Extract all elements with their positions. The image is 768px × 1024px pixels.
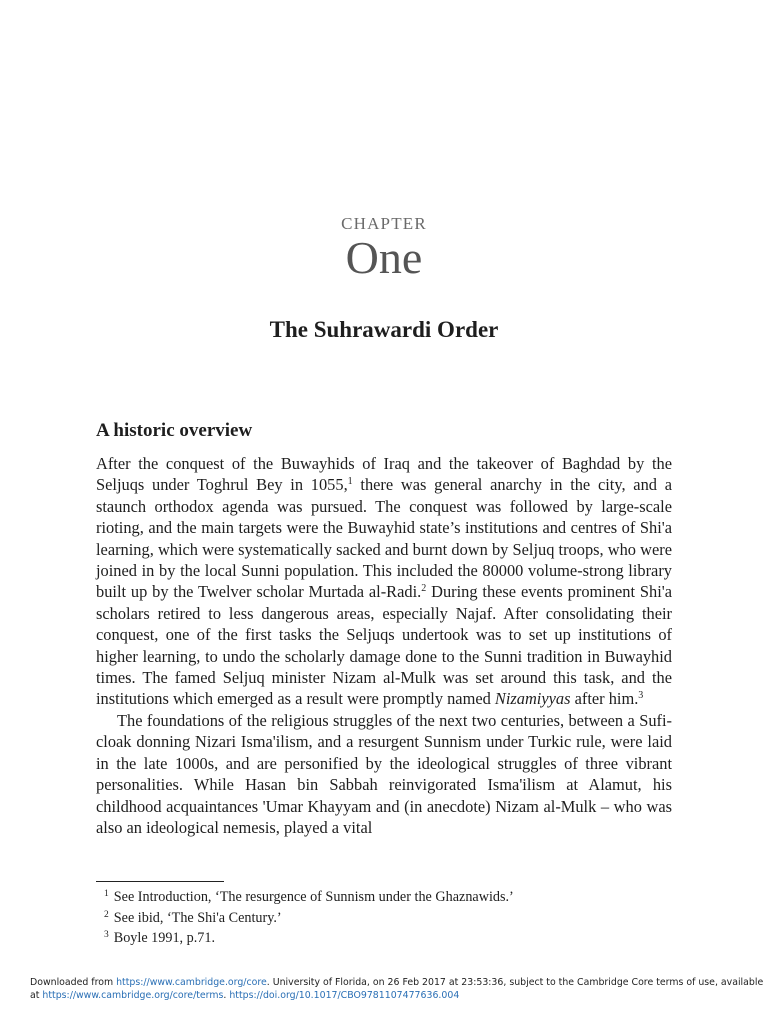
footnote-item (104, 928, 514, 949)
footnotes (104, 887, 514, 949)
chapter-number: One (345, 232, 423, 283)
download-notice (30, 976, 768, 1002)
footnote-ref[interactable]: 2 (421, 583, 427, 595)
footnote-item (104, 887, 514, 908)
section-heading: A historic overview (96, 420, 253, 441)
paragraph-text: there was general anarchy in the city, and a staunch orthodox agenda was pursued. The conquest was followed by large-scale rioting, and the main targets were the Buwayhid state’s institutions and centres of Shi'a learning, which were systematically sacked and burnt down by Seljuq troops, who were joined in by the local Sunni population. This included the 80000 volume-strong library built up by the Twelver scholar Murtada al-Radi. (96, 475, 672, 602)
paragraph-text: After the conquest of the Buwayhids of Iraq and the takeover of Baghdad by the Seljuqs under Toghrul Bey in 1055, (96, 454, 672, 495)
paragraph-2: The foundations of the religious struggles of the next two centuries, between a Sufi-cloak donning Nizari Isma'ilism, and a resurgent Sunnism under Turkic rule, were laid in the late 1000s, and are personified by the ideological struggles of three vibrant personalities. While Hasan bin Sabbah reinvigorated Isma'ilism at Alamut, his childhood acquaintances 'Umar Khayyam and (in anecdote) Nizam al-Mulk – who was also an ideological nemesis, played a vital (96, 710, 672, 837)
footnote-divider (96, 881, 224, 882)
terms-link[interactable]: https://www.cambridge.org/core/terms (42, 990, 224, 1001)
footnote-number: 3 (104, 930, 109, 940)
paragraph-1 (96, 453, 672, 710)
cambridge-core-link[interactable]: https://www.cambridge.org/core (116, 977, 267, 988)
footnote-ref[interactable]: 1 (347, 476, 353, 488)
italic-term: Nizamiyyas (494, 689, 571, 709)
chapter-label: CHAPTER (341, 214, 427, 233)
footnote-ref[interactable]: 3 (638, 690, 644, 702)
download-middle: . University of Florida, on 26 Feb 2017 at 23:53:36, subject to the Cambridge Core terms of use, available at (30, 977, 764, 1001)
download-prefix: Downloaded from (30, 977, 117, 988)
paragraph-text: During these events prominent Shi'a scholars retired to less dangerous areas, especially Najaf. After consolidating their conquest, one of the first tasks the Seljuqs undertook was to set up institutions of higher learning, to undo the scholarly damage done to the Sunni tradition in Buwayhid times. The famed Seljuq minister Nizam al-Mulk was set around this task, and the institutions which emerged as a result were promptly named (96, 582, 672, 709)
body-text (96, 453, 672, 838)
doi-link[interactable]: https://doi.org/10.1017/CBO9781107477636.004 (229, 990, 460, 1001)
footnote-item (104, 908, 514, 929)
chapter-title: The Suhrawardi Order (269, 317, 499, 342)
download-sep: . (223, 990, 230, 1001)
footnote-text: See ibid, ‘The Shi'a Century.’ (113, 909, 282, 926)
footnote-number: 1 (104, 889, 109, 899)
paragraph-text: after him. (570, 689, 639, 709)
footnote-text: See Introduction, ‘The resurgence of Sunnism under the Ghaznawids.’ (113, 889, 514, 905)
footnote-number: 2 (104, 909, 109, 920)
footnote-text: Boyle 1991, p.71. (113, 930, 216, 946)
